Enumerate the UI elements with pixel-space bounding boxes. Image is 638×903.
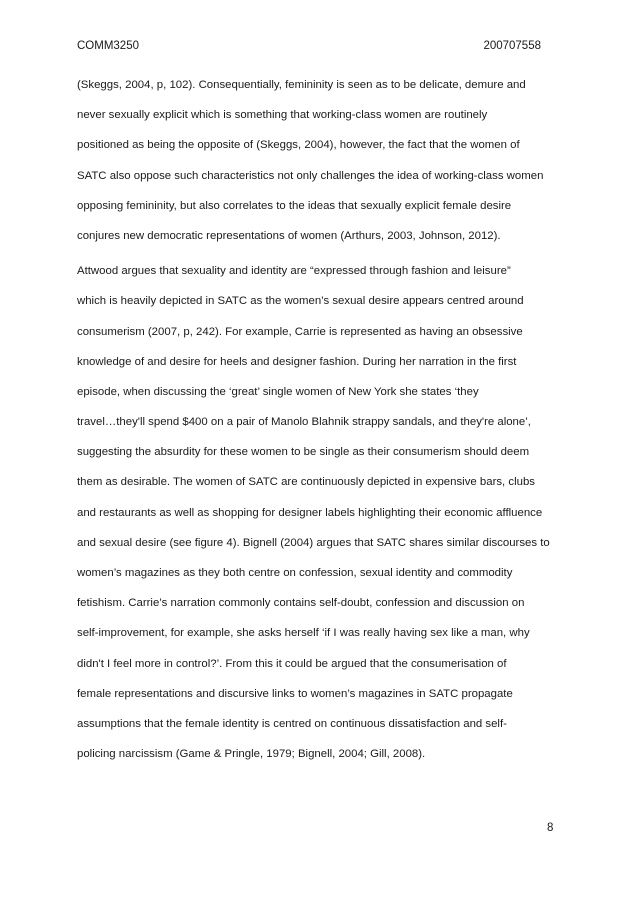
- text-line: SATC also oppose such characteristics not only challenges the idea of working-class women: [77, 169, 544, 182]
- text-line: them as desirable. The women of SATC are continuously depicted in expensive bars, clubs: [77, 476, 535, 489]
- text-line: travel…they'll spend $400 on a pair of Manolo Blahnik strappy sandals, and they're alone’,: [77, 416, 531, 429]
- paragraph-2: [77, 261, 550, 774]
- text-line: policing narcissism (Game & Pringle, 1979; Bignell, 2004; Gill, 2008).: [77, 748, 426, 761]
- text-line: female representations and discursive links to women’s magazines in SATC propagate: [77, 687, 513, 700]
- text-line: self-improvement, for example, she asks herself ‘if I was really having sex like a man, why: [77, 627, 530, 640]
- student-id: 200707558: [483, 40, 541, 52]
- text-line: (Skeggs, 2004, p, 102). Consequentially, femininity is seen as to be delicate, demure and: [77, 79, 526, 91]
- text-line: and sexual desire (see figure 4). Bignell (2004) argues that SATC shares similar discourses to: [77, 536, 550, 549]
- text-line: suggesting the absurdity for these women to be single as their consumerism should deem: [77, 446, 530, 459]
- text-line: didn't I feel more in control?’. From this it could be argued that the consumerisation of: [77, 657, 507, 670]
- text-line: and restaurants as well as shopping for designer labels highlighting their economic affluence: [77, 506, 543, 519]
- page-header: [77, 40, 541, 52]
- course-code: COMM3250: [77, 40, 139, 52]
- text-line: positioned as being the opposite of (Skeggs, 2004), however, the fact that the women of: [77, 139, 520, 152]
- text-line: consumerism (2007, p, 242). For example, Carrie is represented as having an obsessive: [77, 325, 523, 338]
- text-line: assumptions that the female identity is centred on continuous dissatisfaction and self-: [77, 717, 507, 730]
- text-line: knowledge of and desire for heels and designer fashion. During her narration in the first: [77, 355, 517, 368]
- paragraph-1: [77, 75, 547, 256]
- text-line: women’s magazines as they both centre on confession, sexual identity and commodity: [77, 567, 513, 579]
- text-line: conjures new democratic representations of women (Arthurs, 2003, Johnson, 2012).: [77, 229, 501, 242]
- page-number: 8: [547, 822, 554, 834]
- text-line: Attwood argues that sexuality and identity are “expressed through fashion and leisure”: [77, 265, 511, 278]
- text-line: fetishism. Carrie’s narration commonly contains self-doubt, confession and discussion on: [77, 597, 525, 610]
- text-line: which is heavily depicted in SATC as the women’s sexual desire appears centred around: [77, 295, 524, 308]
- body-text: [77, 75, 550, 774]
- text-line: episode, when discussing the ‘great’ single women of New York she states ‘they: [77, 385, 479, 398]
- text-line: never sexually explicit which is something that working-class women are routinely: [77, 109, 488, 122]
- text-line: opposing femininity, but also correlates to the ideas that sexually explicit female desire: [77, 199, 512, 212]
